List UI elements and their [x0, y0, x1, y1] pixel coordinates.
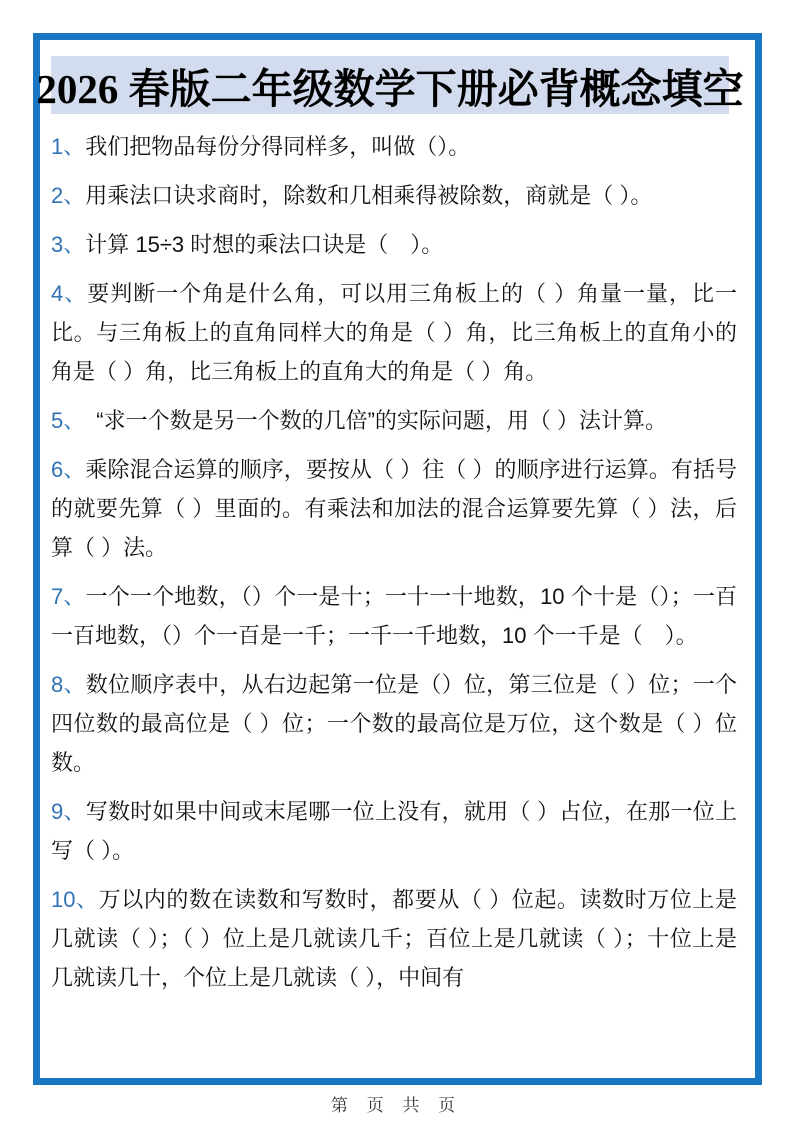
- question-text: 写数时如果中间或末尾哪一位上没有，就用（ ）占位，在那一位上写（ ）。: [51, 799, 737, 863]
- question-item-5: [51, 401, 737, 440]
- question-item-2: [51, 176, 737, 215]
- question-number: 9、: [51, 799, 86, 824]
- worksheet-frame: [33, 33, 762, 1085]
- question-text: 一个一个地数，（）个一是十；一十一十地数，10 个十是（）；一百一百地数，（）个一百是一千；一千一千地数，10 个一千是（ ）。: [51, 584, 737, 648]
- question-number: 10、: [51, 887, 99, 912]
- question-number: 1、: [51, 134, 86, 159]
- question-text: “求一个数是另一个数的几倍”的实际问题，用（ ）法计算。: [74, 408, 668, 433]
- question-list: [51, 127, 737, 997]
- question-item-7: [51, 577, 737, 655]
- question-item-1: [51, 127, 737, 166]
- title-banner: [36, 56, 744, 114]
- question-text: 万以内的数在读数和写数时，都要从（ ）位起。读数时万位上是几就读（ ）；（ ）位上是几就读几千；百位上是几就读（ ）；十位上是几就读几十，个位上是几就读（ ），中间有: [51, 887, 737, 990]
- question-item-8: [51, 665, 737, 782]
- question-number: 5、: [51, 408, 75, 433]
- question-number: 2、: [51, 183, 86, 208]
- question-item-4: [51, 274, 737, 391]
- question-item-6: [51, 450, 737, 567]
- page-title: 2026 春版二年级数学下册必背概念填空: [36, 65, 744, 112]
- question-number: 6、: [51, 457, 86, 482]
- question-number: 7、: [51, 584, 86, 609]
- question-text: 要判断一个角是什么角，可以用三角板上的（ ）角量一量，比一比。与三角板上的直角同样大的角是（ ）角，比三角板上的直角小的角是（ ）角，比三角板上的直角大的角是（ ）角。: [51, 281, 737, 384]
- question-text: 用乘法口诀求商时，除数和几相乘得被除数，商就是（ ）。: [85, 183, 653, 208]
- question-text: 乘除混合运算的顺序，要按从（ ）往（ ）的顺序进行运算。有括号的就要先算（ ）里面的。有乘法和加法的混合运算要先算（ ）法，后算（ ）法。: [51, 457, 737, 560]
- question-number: 3、: [51, 232, 86, 257]
- page-footer: 第 页 共 页: [330, 1096, 463, 1115]
- question-item-10: [51, 880, 737, 997]
- question-number: 8、: [51, 672, 86, 697]
- question-item-3: [51, 225, 737, 264]
- question-text: 数位顺序表中，从右边起第一位是（）位，第三位是（ ）位；一个四位数的最高位是（ ）位；一个数的最高位是万位，这个数是（ ）位数。: [51, 672, 737, 775]
- question-number: 4、: [51, 281, 88, 306]
- question-text: 我们把物品每份分得同样多，叫做（）。: [85, 134, 471, 159]
- question-text: 计算 15÷3 时想的乘法口诀是（ ）。: [85, 232, 444, 257]
- question-item-9: [51, 792, 737, 870]
